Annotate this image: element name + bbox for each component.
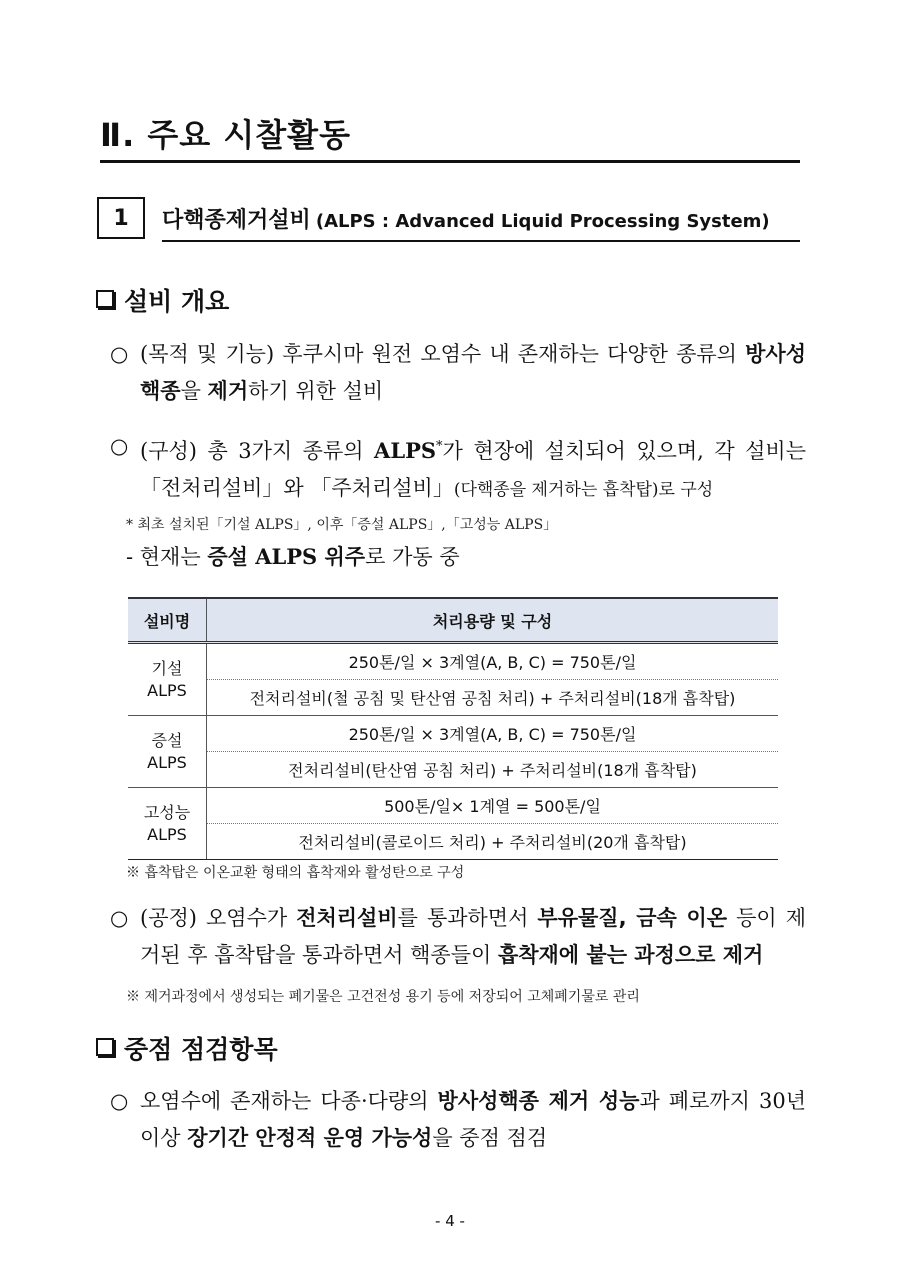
process-emphasis: 흡착재에 붙는 과정으로 제거 (497, 943, 764, 967)
capacity-cell: 250톤/일 × 3계열(A, B, C) = 750톤/일 (207, 716, 779, 752)
process-bullet (110, 900, 806, 974)
equipment-name-cell (128, 643, 207, 716)
composition-text-part: (다핵종을 제거하는 흡착탑)로 구성 (453, 480, 714, 500)
composition-footnote-mark: * (436, 439, 443, 454)
equipment-name: ALPS (147, 680, 187, 700)
table-header-row (128, 598, 778, 643)
focus-heading (96, 1030, 278, 1066)
capacity-cell: 500톤/일× 1계열 = 500톤/일 (207, 788, 779, 824)
table-row (128, 680, 778, 716)
purpose-text-part: 하기 위한 설비 (248, 379, 384, 403)
capacity-cell: 250톤/일 × 3계열(A, B, C) = 750톤/일 (207, 643, 779, 680)
table-header-cell: 처리용량 및 구성 (207, 598, 779, 643)
process-emphasis: 부유물질, 금속 이온 (537, 906, 728, 930)
topic-title (162, 203, 800, 242)
dash-emphasis: 증설 ALPS 위주 (207, 544, 366, 569)
table-row (128, 716, 778, 752)
circle-bullet-icon: ○ (110, 434, 129, 458)
topic-title-korean: 다핵종제거설비 (162, 208, 311, 233)
equipment-name-cell (128, 716, 207, 788)
equipment-name: ALPS (147, 824, 187, 844)
purpose-bullet (110, 336, 806, 410)
table-header-cell: 설비명 (128, 598, 207, 643)
dash-text-part: - 현재는 (126, 545, 208, 569)
purpose-text-part: (목적 및 기능) 후쿠시마 원전 오염수 내 존재하는 다양한 종류의 (140, 342, 746, 366)
config-cell: 전처리설비(콜로이드 처리) + 주처리설비(20개 흡착탑) (207, 824, 779, 860)
process-text-part: 등이 제거된 후 흡착탑을 통과하면서 핵종들이 (140, 906, 806, 967)
equipment-name: 고성능 (143, 802, 191, 822)
process-note: ※ 제거과정에서 생성되는 폐기물은 고건전성 용기 등에 저장되어 고체폐기물로 관리 (126, 989, 640, 1005)
equipment-name: 증설 (151, 730, 183, 750)
dash-text-part: 로 가동 중 (365, 545, 460, 569)
overview-heading-label: 설비 개요 (124, 287, 230, 316)
topic-number-box: 1 (97, 197, 145, 239)
page-number: - 4 - (435, 1212, 465, 1230)
purpose-text-part: 을 (180, 379, 208, 403)
table-note: ※ 흡착탑은 이온교환 형태의 흡착재와 활성탄으로 구성 (126, 865, 465, 881)
composition-bullet (110, 428, 806, 509)
section-title: Ⅱ. 주요 시찰활동 (100, 110, 800, 163)
checkbox-square-icon (96, 1038, 114, 1056)
equipment-name: ALPS (147, 752, 187, 772)
focus-text-part: 오염수에 존재하는 다종·다량의 (140, 1089, 438, 1113)
focus-emphasis: 장기간 안정적 운영 가능성 (187, 1126, 433, 1150)
focus-bullet (110, 1083, 806, 1157)
process-text-part: (공정) 오염수가 (140, 906, 297, 930)
purpose-text (140, 336, 806, 410)
alps-footnote: * 최초 설치된「기설 ALPS」, 이후「증설 ALPS」,「고성능 ALPS」 (126, 517, 558, 533)
focus-emphasis: 방사성핵종 제거 성능 (437, 1089, 640, 1113)
equipment-name: 기설 (151, 658, 183, 678)
current-operation-line (126, 541, 460, 571)
composition-text-part: (구성) 총 3가지 종류의 (140, 439, 375, 463)
focus-text-part: 과 폐로까지 30년 이상 (140, 1089, 806, 1150)
focus-text (140, 1083, 806, 1157)
circle-bullet-icon: ○ (110, 1089, 129, 1113)
purpose-emphasis: 제거 (207, 379, 249, 403)
composition-emphasis: ALPS (374, 438, 437, 463)
checkbox-square-icon (96, 290, 114, 308)
topic-title-english: (ALPS : Advanced Liquid Processing System) (315, 211, 770, 232)
config-cell: 전처리설비(철 공침 및 탄산염 공침 처리) + 주처리설비(18개 흡착탑) (207, 680, 779, 716)
process-text-part: 를 통과하면서 (397, 906, 538, 930)
process-text (140, 900, 806, 974)
process-emphasis: 전처리설비 (296, 906, 398, 930)
focus-heading-label: 중점 점검항목 (124, 1035, 278, 1064)
overview-heading (96, 282, 229, 318)
equipment-table (128, 597, 778, 860)
table-row (128, 824, 778, 860)
table-row (128, 643, 778, 680)
composition-text (140, 428, 806, 509)
table-row (128, 788, 778, 824)
circle-bullet-icon: ○ (110, 906, 129, 930)
config-cell: 전처리설비(탄산염 공침 처리) + 주처리설비(18개 흡착탑) (207, 752, 779, 788)
composition-text-part: 가 현장에 설치되어 있으며, 각 설비는 「전처리설비」와 「주처리설비」 (140, 439, 806, 500)
focus-text-part: 을 중점 점검 (432, 1126, 548, 1150)
purpose-emphasis: 방사성핵종 (140, 342, 806, 403)
table-row (128, 752, 778, 788)
circle-bullet-icon: ○ (110, 342, 129, 366)
equipment-name-cell (128, 788, 207, 860)
